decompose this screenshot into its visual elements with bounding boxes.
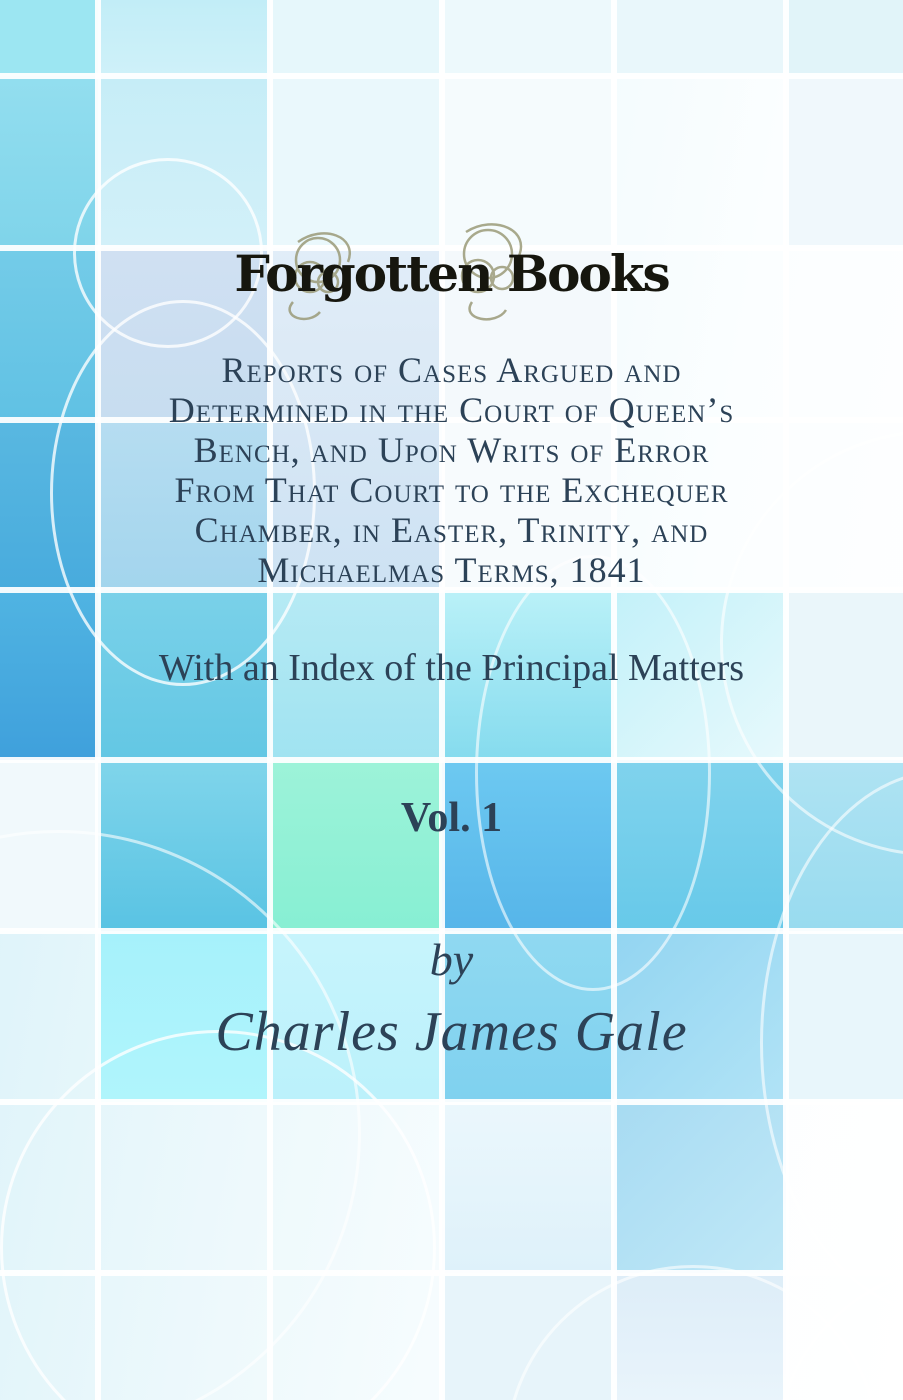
title-line: Michaelmas Terms, 1841 xyxy=(257,550,646,590)
grid-line xyxy=(783,0,789,1400)
author-name: Charles James Gale xyxy=(215,1001,688,1063)
title-line: Bench, and Upon Writs of Error xyxy=(193,430,710,470)
grid-line xyxy=(0,757,903,763)
grid-line xyxy=(0,1099,903,1105)
grid-line xyxy=(439,0,445,1400)
grid-line xyxy=(0,73,903,79)
byline-by-label: by xyxy=(429,934,474,985)
title-line: Reports of Cases Argued and xyxy=(221,350,682,390)
grid-line xyxy=(267,0,273,1400)
title-line: Determined in the Court of Queen’s xyxy=(168,390,735,430)
volume-label: Vol. 1 xyxy=(400,795,503,841)
book-title xyxy=(0,350,903,590)
grid-line xyxy=(0,1270,903,1276)
grid-line xyxy=(611,0,617,1400)
forgotten-books-logo: Forgotten Books xyxy=(234,244,669,303)
book-subtitle: With an Index of the Principal Matters xyxy=(158,647,745,689)
title-line: From That Court to the Exchequer xyxy=(174,470,729,510)
grid-line xyxy=(95,0,101,1400)
title-line: Chamber, in Easter, Trinity, and xyxy=(194,510,709,550)
